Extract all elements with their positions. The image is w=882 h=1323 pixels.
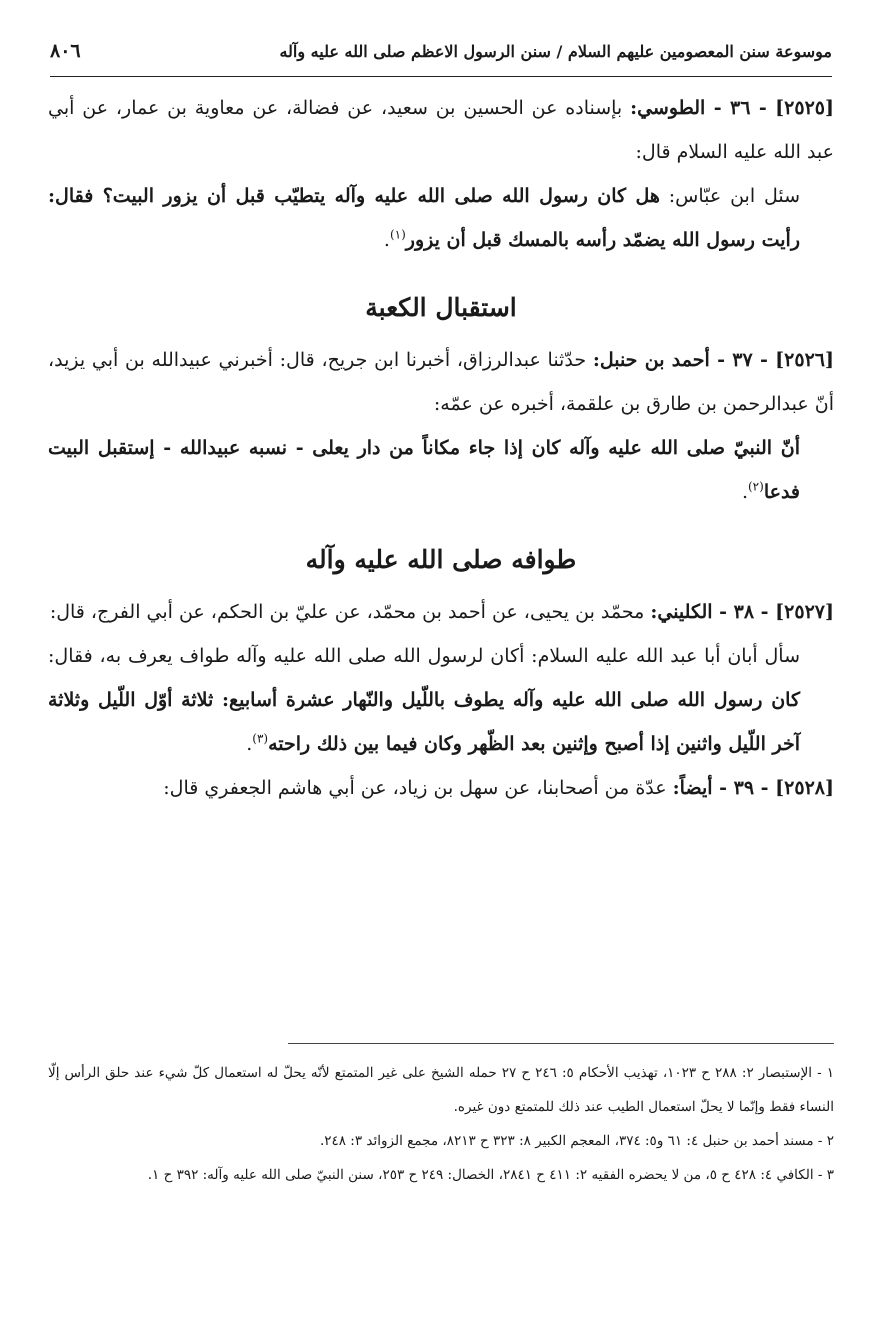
hadith-end: . <box>741 481 748 503</box>
isnad: عدّة من أصحابنا، عن سهل بن زياد، عن أبي هاشم الجعفري قال: <box>163 777 667 799</box>
footnote-1: ١ - الإستبصار ٢: ٢٨٨ ح ١٠٢٣، تهذيب الأحكام ٥: ٢٤٦ ح ٢٧ حمله الشيخ على غير المتمتع لأنّه يحلّ له استعمال كلّ شيء عند حلق الرأس إلّا النساء فقط وإنّما لا يحلّ استعمال الطيب عند ذلك للمتمتع دون غيره. <box>48 1065 834 1115</box>
footnote-2: ٢ - مسند أحمد بن حنبل ٤: ٦١ و٥: ٣٧٤، المعجم الكبير ٨: ٣٢٣ ح ٨٢١٣، مجمع الزوائد ٣: ٢٤٨. <box>319 1133 834 1149</box>
isnad: حدّثنا عبدالرزاق، أخبرنا ابن جريح، قال: أخبرني عبيدالله بن أبي يزيد، أنّ عبدالرحمن بن طارق بن علقمة، أخبره عن عمّه: <box>48 349 834 415</box>
running-title: موسوعة سنن المعصومين عليهم السلام / سنن الرسول الاعظم صلى الله عليه وآله <box>279 42 832 61</box>
footnote-divider <box>288 1043 834 1044</box>
hadith-2528 <box>48 766 834 810</box>
isnad: محمّد بن يحيى، عن أحمد بن محمّد، عن عليّ بن الحكم، عن أبي الفرج، قال: <box>49 601 645 623</box>
page-number: ٨٠٦ <box>50 40 81 62</box>
hadith-2526 <box>48 338 834 426</box>
hadith-number: [٢٥٢٦] - ٣٧ - أحمد بن حنبل: <box>592 349 834 371</box>
section-heading-tawaf: طوافه صلى الله عليه وآله <box>305 545 577 574</box>
hadith-number: [٢٥٢٥] - ٣٦ - الطوسي: <box>630 97 834 119</box>
header-divider <box>50 76 832 77</box>
section-heading-kaaba: استقبال الكعبة <box>365 293 517 322</box>
footnote-ref-3: (٣) <box>252 731 269 746</box>
hadith-2526-text <box>48 426 834 514</box>
hadith-2525 <box>48 86 834 174</box>
hadith-intro: سئل ابن عبّاس: <box>668 185 800 207</box>
footnote-ref-1: (١) <box>389 227 406 242</box>
hadith-matn: أنّ النبيّ صلى الله عليه وآله كان إذا جاء مكاناً من دار يعلى - نسبه عبيدالله - إستقبل البيت فدعا <box>48 437 800 503</box>
hadith-matn: كان رسول الله صلى الله عليه وآله يطوف باللّيل والنّهار عشرة أسابيع: ثلاثة أوّل اللّيل وثلاثة آخر اللّيل واثنين إذا أصبح وإثنين بعد الظّهر وكان فيما بين ذلك راحته <box>48 689 800 755</box>
hadith-intro: سأل أبان أبا عبد الله عليه السلام: أكان لرسول الله صلى الله عليه وآله طواف يعرف به، فقال: <box>48 645 800 667</box>
hadith-end: . <box>383 229 390 251</box>
footnote-3: ٣ - الكافي ٤: ٤٢٨ ح ٥، من لا يحضره الفقيه ٢: ٤١١ ح ٢٨٤١، الخصال: ٢٤٩ ح ٢٥٣، سنن النبيّ صلى الله عليه وآله: ٣٩٢ ح ١. <box>147 1167 834 1183</box>
hadith-2527-text <box>48 634 834 766</box>
hadith-end: . <box>246 733 253 755</box>
hadith-number: [٢٥٢٨] - ٣٩ - أيضاً: <box>672 777 834 799</box>
hadith-2525-text <box>48 174 834 262</box>
footnotes <box>48 1056 834 1192</box>
isnad: بإسناده عن الحسين بن سعيد، عن فضالة، عن معاوية بن عمار، عن أبي عبد الله عليه السلام قال: <box>48 97 834 163</box>
hadith-2527 <box>48 590 834 634</box>
hadith-matn: هل كان رسول الله صلى الله عليه وآله يتطيّب قبل أن يزور البيت؟ فقال: رأيت رسول الله يضمّد رأسه بالمسك قبل أن يزور <box>48 185 800 251</box>
main-text <box>48 86 834 810</box>
page-header <box>50 38 832 72</box>
footnote-ref-2: (٢) <box>747 479 764 494</box>
hadith-number: [٢٥٢٧] - ٣٨ - الكليني: <box>650 601 834 623</box>
